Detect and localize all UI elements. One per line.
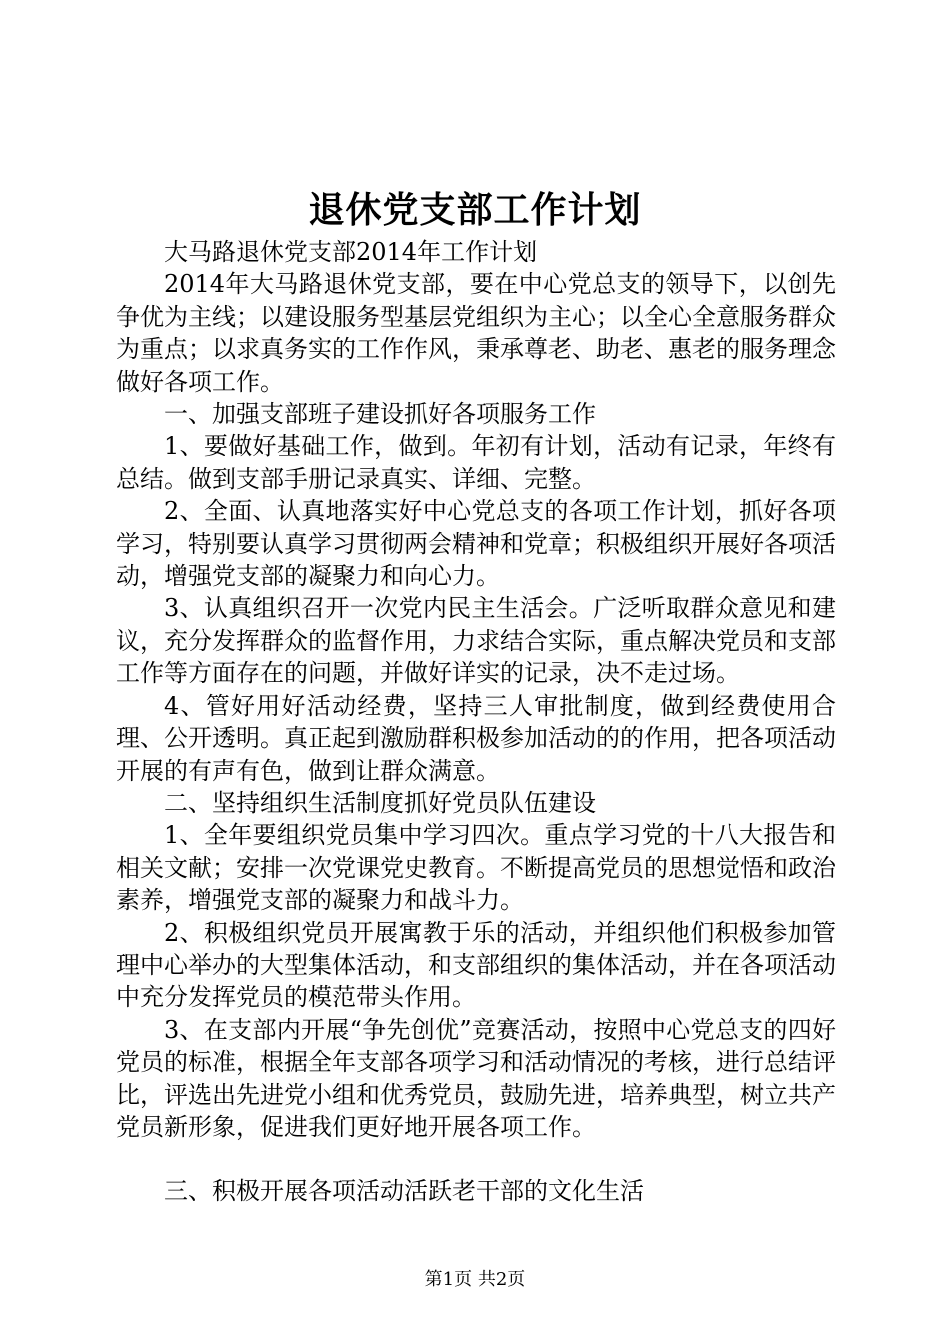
document-title: 退休党支部工作计划 <box>308 189 642 231</box>
paragraph-2-1: 1、全年要组织党员集中学习四次。重点学习党的十八大报告和相关文献；安排一次党课党史教育。不断提高党员的思想觉悟和政治素养，增强党支部的凝聚力和战斗力。 <box>116 821 836 915</box>
paragraph-2-2: 2、积极组织党员开展寓教于乐的活动，并组织他们积极参加管理中心举办的大型集体活动，和支部组织的集体活动，并在各项活动中充分发挥党员的模范带头作用。 <box>116 918 836 1012</box>
paragraph-2-3: 3、在支部内开展“争先创优”竞赛活动，按照中心党总支的四好党员的标准，根据全年支部各项学习和活动情况的考核，进行总结评比，评选出先进党小组和优秀党员，鼓励先进，培养典型，树立共产党员新形象，促进我们更好地开展各项工作。 <box>116 1015 836 1141</box>
page-number: 第1页 共2页 <box>424 1269 526 1290</box>
plan-subtitle: 大马路退休党支部2014年工作计划 <box>164 238 538 266</box>
paragraph-1-2: 2、全面、认真地落实好中心党总支的各项工作计划，抓好各项学习，特别要认真学习贯彻两会精神和党章；积极组织开展好各项活动，增强党支部的凝聚力和向心力。 <box>116 497 836 591</box>
section-heading-2: 二、坚持组织生活制度抓好党员队伍建设 <box>164 788 596 817</box>
paragraph-1-1: 1、要做好基础工作，做到。年初有计划，活动有记录，年终有总结。做到支部手册记录真实、详细、完整。 <box>116 432 836 493</box>
document-body <box>116 236 836 1208</box>
intro-paragraph: 2014年大马路退休党支部，要在中心党总支的领导下，以创先争优为主线；以建设服务型基层党组织为主心；以全心全意服务群众为重点；以求真务实的工作作风，秉承尊老、助老、惠老的服务理念做好各项工作。 <box>116 270 836 396</box>
section-heading-1: 一、加强支部班子建设抓好各项服务工作 <box>164 400 596 429</box>
paragraph-1-4: 4、管好用好活动经费，坚持三人审批制度，做到经费使用合理、公开透明。真正起到激励群积极参加活动的的作用，把各项活动开展的有声有色，做到让群众满意。 <box>116 691 836 785</box>
paragraph-1-3: 3、认真组织召开一次党内民主生活会。广泛听取群众意见和建议，充分发挥群众的监督作用，力求结合实际，重点解决党员和支部工作等方面存在的问题，并做好详实的记录，决不走过场。 <box>116 594 836 688</box>
section-heading-3: 三、积极开展各项活动活跃老干部的文化生活 <box>164 1177 644 1206</box>
